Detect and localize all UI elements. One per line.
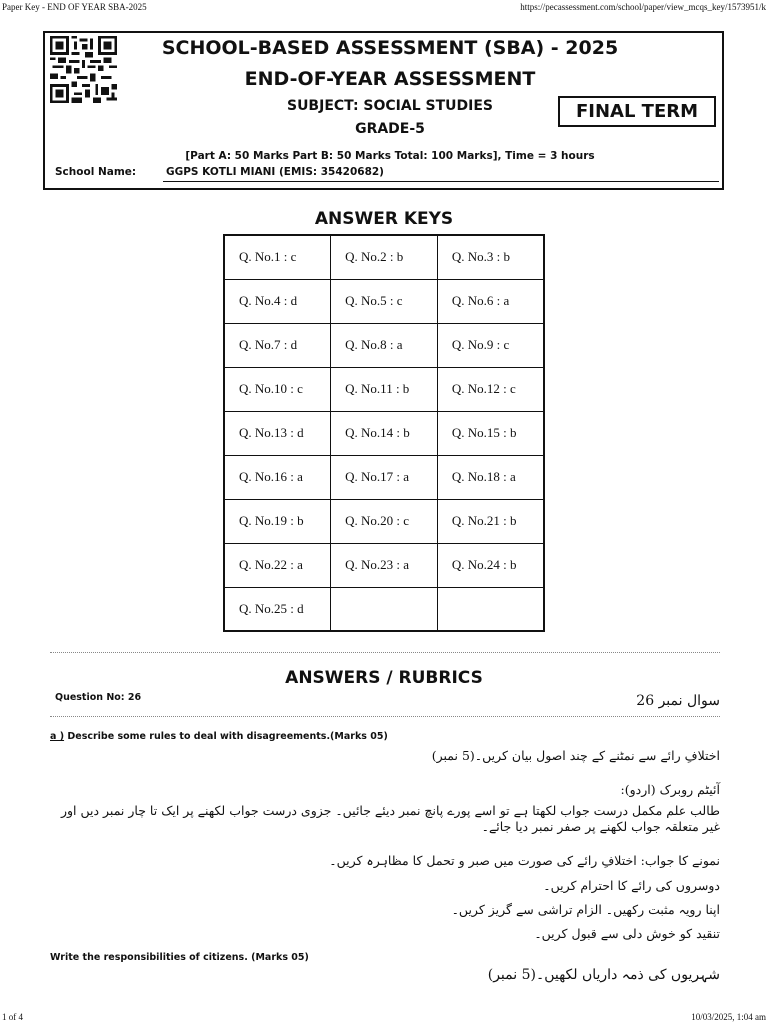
browser-tab-title: Paper Key - END OF YEAR SBA-2025 [2, 2, 147, 12]
answer-cell: Q. No.21 : b [437, 499, 544, 543]
answer-cell-empty [331, 587, 438, 631]
question-divider [50, 716, 720, 717]
table-row [224, 455, 544, 499]
assessment-subtitle: END-OF-YEAR ASSESSMENT [244, 68, 536, 90]
answer-cell: Q. No.13 : d [224, 411, 331, 455]
part-a-text: Describe some rules to deal with disagreements.(Marks 05) [64, 731, 388, 742]
answer-cell: Q. No.22 : a [224, 543, 331, 587]
answer-cell: Q. No.11 : b [331, 367, 438, 411]
table-row [224, 587, 544, 631]
table-row [224, 543, 544, 587]
marks-info: [Part A: 50 Marks Part B: 50 Marks Total: 100 Marks], Time = 3 hours [185, 150, 595, 162]
answer-cell: Q. No.19 : b [224, 499, 331, 543]
answer-cell: Q. No.14 : b [331, 411, 438, 455]
answer-cell: Q. No.8 : a [331, 323, 438, 367]
qr-code-icon [50, 36, 117, 103]
school-name-label: School Name: [55, 166, 137, 178]
urdu-answer-point: اپنا رویہ مثبت رکھیں۔ الزام تراشی سے گریز کریں۔ [451, 902, 720, 917]
answer-cell: Q. No.3 : b [437, 235, 544, 279]
table-row [224, 367, 544, 411]
answer-cell: Q. No.1 : c [224, 235, 331, 279]
school-underline [163, 181, 719, 182]
answer-cell: Q. No.20 : c [331, 499, 438, 543]
school-name-value: GGPS KOTLI MIANI (EMIS: 35420682) [166, 166, 384, 178]
answer-cell: Q. No.5 : c [331, 279, 438, 323]
answer-cell: Q. No.12 : c [437, 367, 544, 411]
answer-cell: Q. No.16 : a [224, 455, 331, 499]
answers-rubrics-title: ANSWERS / RUBRICS [285, 668, 483, 688]
answer-cell: Q. No.23 : a [331, 543, 438, 587]
answer-cell: Q. No.7 : d [224, 323, 331, 367]
answer-cell: Q. No.4 : d [224, 279, 331, 323]
question-number-label: Question No: 26 [55, 692, 142, 703]
part-b-question: Write the responsibilities of citizens. (Marks 05) [50, 952, 309, 963]
answer-keys-title: ANSWER KEYS [314, 209, 454, 229]
urdu-answer-point: دوسروں کی رائے کا احترام کریں۔ [543, 878, 720, 893]
term-badge: FINAL TERM [558, 96, 716, 127]
part-a-letter: a ) [50, 731, 65, 742]
table-row [224, 279, 544, 323]
answer-key-table [223, 234, 545, 632]
section-divider [50, 652, 720, 653]
print-datetime: 10/03/2025, 1:04 am [691, 1012, 766, 1022]
urdu-sample-answer: نمونے کا جواب: اختلافِ رائے کی صورت میں صبر و تحمل کا مظاہرہ کریں۔ [329, 853, 720, 868]
urdu-rubric-heading: آئیٹم روبرک (اردو): [620, 782, 720, 797]
urdu-rubric-text: طالب علم مکمل درست جواب لکھتا ہے تو اسے پورے پانچ نمبر دیئے جائیں۔ جزوی درست جواب لکھنے پر ایک تا چار نمبر دیں اور غیر متعلقہ جواب لکھنے پر صفر نمبر دیا جائے۔ [60, 803, 720, 834]
part-a-question [50, 731, 388, 742]
urdu-answer-point: تنقید کو خوش دلی سے قبول کریں۔ [534, 926, 720, 941]
grade-label: GRADE-5 [355, 121, 425, 137]
browser-url[interactable]: https://pecassessment.com/school/paper/view_mcqs_key/1573951/k [520, 2, 766, 12]
page-indicator: 1 of 4 [2, 1012, 23, 1022]
answer-cell: Q. No.24 : b [437, 543, 544, 587]
table-row [224, 411, 544, 455]
answer-cell: Q. No.18 : a [437, 455, 544, 499]
table-row [224, 235, 544, 279]
urdu-question-line: اختلافِ رائے سے نمٹنے کے چند اصول بیان کریں۔(5 نمبر) [431, 748, 720, 763]
table-blank [437, 587, 544, 631]
answer-cell: Q. No.25 : d [224, 587, 331, 631]
table-row [224, 499, 544, 543]
assessment-title: SCHOOL-BASED ASSESSMENT (SBA) - 2025 [161, 37, 619, 59]
urdu-part-b-question: شہریوں کی ذمہ داریاں لکھیں۔(5 نمبر) [487, 967, 720, 983]
question-number-urdu: سوال نمبر 26 [636, 693, 720, 709]
answer-cell: Q. No.2 : b [331, 235, 438, 279]
answer-cell: Q. No.15 : b [437, 411, 544, 455]
answer-cell: Q. No.17 : a [331, 455, 438, 499]
answer-cell: Q. No.10 : c [224, 367, 331, 411]
table-row [224, 323, 544, 367]
answer-cell: Q. No.9 : c [437, 323, 544, 367]
subject-label: SUBJECT: SOCIAL STUDIES [286, 98, 493, 114]
answer-cell: Q. No.6 : a [437, 279, 544, 323]
